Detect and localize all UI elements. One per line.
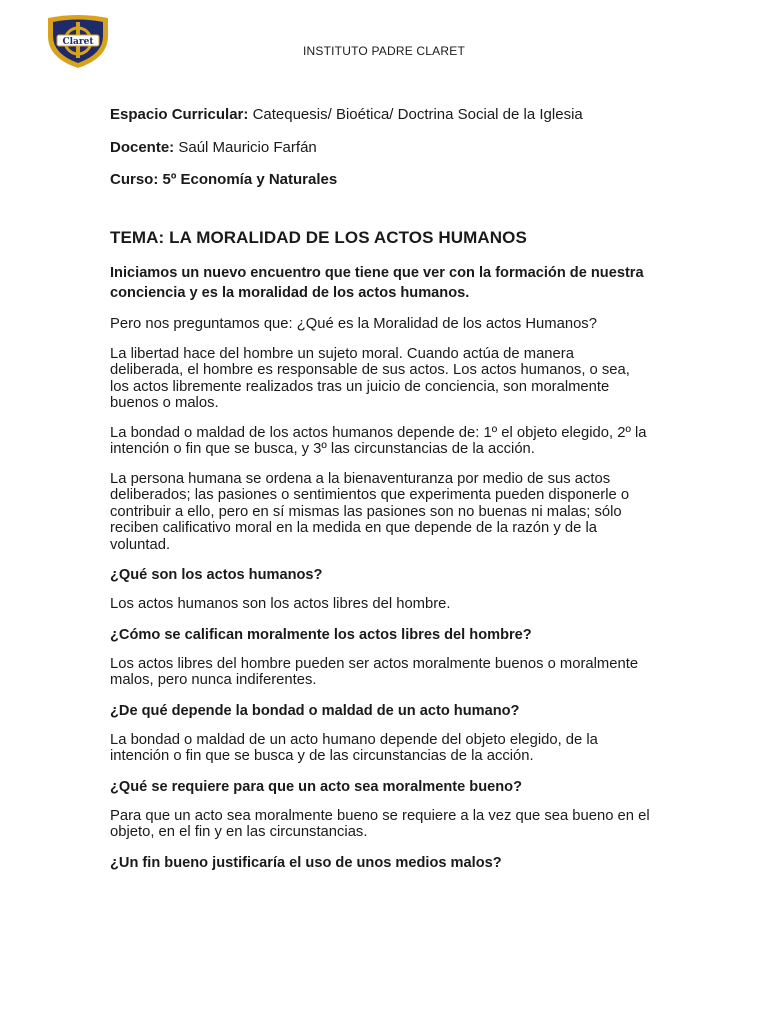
curso bbox=[110, 171, 650, 189]
paragraph: La bondad o maldad de los actos humanos depende de: 1º el objeto elegido, 2º la intención o fin que se busca, y 3º las circunstancias de la acción. bbox=[110, 424, 647, 457]
espacio-label: Espacio Curricular: bbox=[110, 106, 249, 123]
question: ¿Cómo se califican moralmente los actos libres del hombre? bbox=[110, 626, 532, 643]
docente-label: Docente: bbox=[110, 139, 175, 156]
logo-text: Claret bbox=[62, 37, 94, 47]
docente bbox=[110, 139, 650, 157]
answer: Para que un acto sea moralmente bueno se requiere a la vez que sea bueno en el objeto, en el fin y en las circunstancias. bbox=[110, 807, 650, 840]
institution-header: INSTITUTO PADRE CLARET bbox=[303, 44, 465, 58]
page-title: TEMA: LA MORALIDAD DE LOS ACTOS HUMANOS bbox=[110, 228, 527, 247]
question: ¿Qué son los actos humanos? bbox=[110, 567, 323, 583]
espacio-curricular bbox=[110, 106, 650, 124]
paragraph: La libertad hace del hombre un sujeto moral. Cuando actúa de manera deliberada, el hombre es responsable de sus actos. Los actos humanos, o sea, los actos libremente realizados tras un juicio de conciencia, son moralmente buenos o malos. bbox=[110, 345, 630, 411]
espacio-value: Catequesis/ Bioética/ Doctrina Social de la Iglesia bbox=[252, 106, 583, 123]
paragraph: La persona humana se ordena a la bienaventuranza por medio de sus actos deliberados; las pasiones o sentimientos que experimenta pueden disponerle o contribuir a ello, pero en sí mismas las pasiones son no buenas ni malas; sólo reciben calificativo moral en la medida en que depende de la razón y de la voluntad. bbox=[110, 470, 630, 553]
answer: Los actos libres del hombre pueden ser actos moralmente buenos o moralmente malos, pero nunca indiferentes. bbox=[110, 655, 639, 688]
question: ¿De qué depende la bondad o maldad de un acto humano? bbox=[110, 702, 520, 719]
paragraph: Pero nos preguntamos que: ¿Qué es la Moralidad de los actos Humanos? bbox=[110, 316, 597, 332]
question: ¿Qué se requiere para que un acto sea moralmente bueno? bbox=[110, 778, 522, 795]
question: ¿Un fin bueno justificaría el uso de unos medios malos? bbox=[110, 854, 502, 871]
curso-text: Curso: 5º Economía y Naturales bbox=[110, 171, 338, 188]
answer: La bondad o maldad de un acto humano depende del objeto elegido, de la intención o fin que se busca y de las circunstancias de la acción. bbox=[110, 731, 598, 764]
answer: Los actos humanos son los actos libres del hombre. bbox=[110, 596, 451, 612]
docente-value: Saúl Mauricio Farfán bbox=[178, 139, 317, 156]
intro-paragraph: Iniciamos un nuevo encuentro que tiene que ver con la formación de nuestra conciencia y es la moralidad de los actos humanos. bbox=[110, 265, 644, 301]
document-body bbox=[110, 106, 650, 884]
claret-shield-icon bbox=[44, 14, 112, 70]
